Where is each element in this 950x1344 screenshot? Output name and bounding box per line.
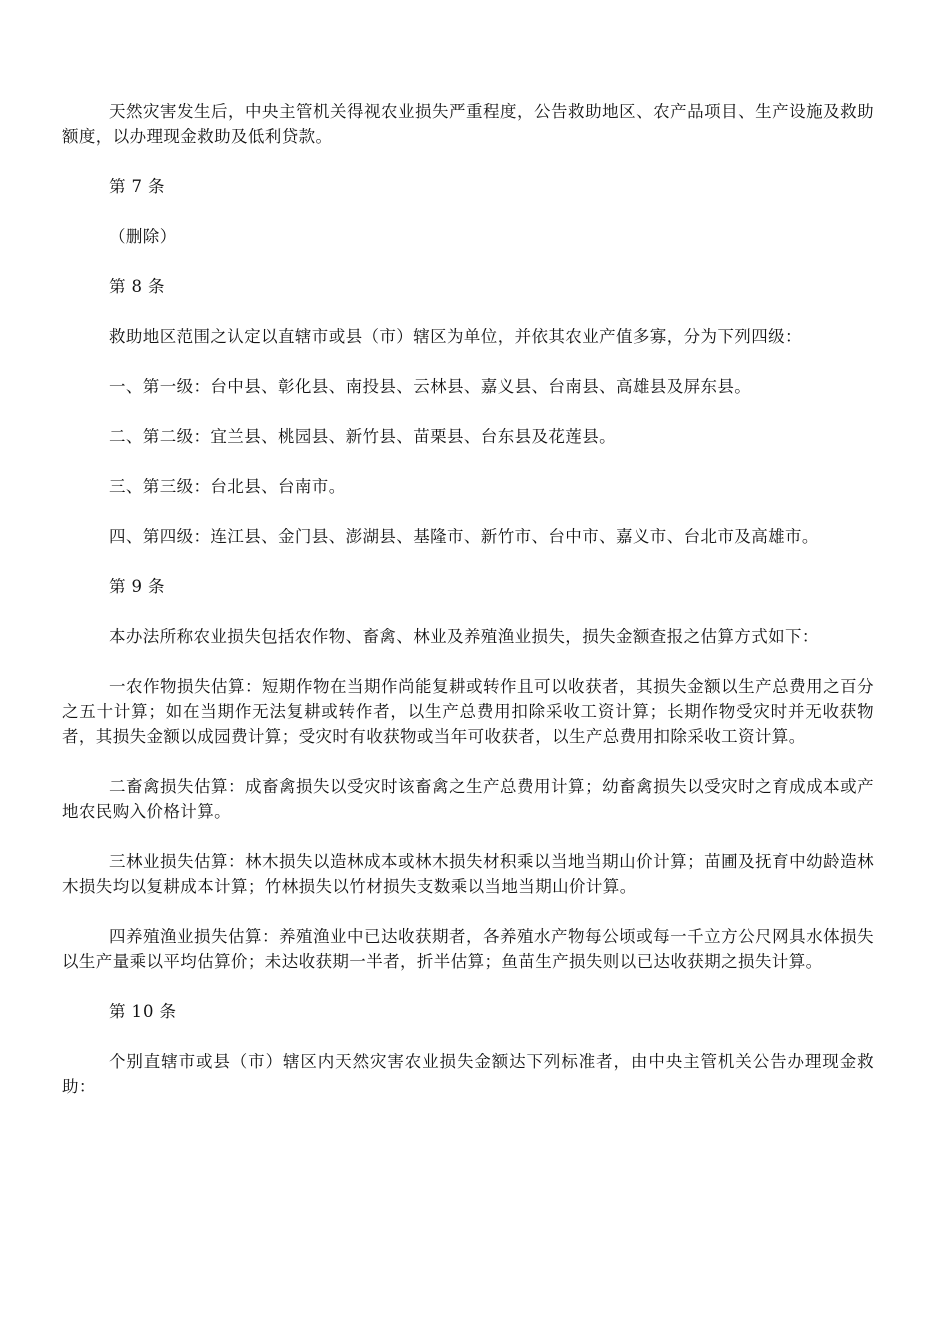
- paragraph-aquaculture-loss: 四养殖渔业损失估算：养殖渔业中已达收获期者，各养殖水产物每公顷或每一千立方公尺网具水体损失以生产量乘以平均估算价；未达收获期一半者，折半估算；鱼苗生产损失则以已达收获期之损失计算。: [62, 927, 874, 971]
- article-suffix: 条: [148, 577, 166, 596]
- article-suffix: 条: [159, 1002, 177, 1021]
- article-prefix: 第: [109, 577, 127, 596]
- article-heading-8: [62, 274, 874, 299]
- paragraph-level-1: 一、第一级：台中县、彰化县、南投县、云林县、嘉义县、台南县、高雄县及屏东县。: [109, 377, 752, 396]
- paragraph-crop-loss: 一农作物损失估算：短期作物在当期作尚能复耕或转作且可以收获者，其损失金额以生产总费用之百分之五十计算；如在当期作无法复耕或转作者，以生产总费用扣除采收工资计算；长期作物受灾时并无收获物者，其损失金额以成园费计算；受灾时有收获物或当年可收获者，以生产总费用扣除采收工资计算。: [62, 677, 874, 746]
- article-suffix: 条: [148, 277, 166, 296]
- article-prefix: 第: [109, 177, 127, 196]
- article-number: 7: [131, 177, 143, 196]
- article-number: 9: [131, 577, 143, 596]
- document-body: [62, 99, 874, 1124]
- paragraph-deleted: （删除）: [109, 227, 177, 246]
- article-number: 8: [131, 277, 143, 296]
- paragraph-disaster-announcement: 天然灾害发生后，中央主管机关得视农业损失严重程度，公告救助地区、农产品项目、生产设施及救助额度，以办理现金救助及低利贷款。: [62, 102, 874, 146]
- article-heading-10: [62, 999, 874, 1024]
- paragraph-forestry-loss: 三林业损失估算：林木损失以造林成本或林木损失材积乘以当地当期山价计算；苗圃及抚育中幼龄造林木损失均以复耕成本计算；竹林损失以竹材损失支数乘以当地当期山价计算。: [62, 852, 874, 896]
- paragraph-level-3: 三、第三级：台北县、台南市。: [109, 477, 346, 496]
- paragraph-loss-definition: 本办法所称农业损失包括农作物、畜禽、林业及养殖渔业损失，损失金额查报之估算方式如下：: [109, 627, 819, 646]
- paragraph-livestock-loss: 二畜禽损失估算：成畜禽损失以受灾时该畜禽之生产总费用计算；幼畜禽损失以受灾时之育成成本或产地农民购入价格计算。: [62, 777, 874, 821]
- article-prefix: 第: [109, 1002, 127, 1021]
- paragraph-level-4: 四、第四级：连江县、金门县、澎湖县、基隆市、新竹市、台中市、嘉义市、台北市及高雄市。: [109, 527, 819, 546]
- article-prefix: 第: [109, 277, 127, 296]
- paragraph-level-2: 二、第二级：宜兰县、桃园县、新竹县、苗栗县、台东县及花莲县。: [109, 427, 616, 446]
- paragraph-region-levels-intro: 救助地区范围之认定以直辖市或县（市）辖区为单位，并依其农业产值多寡，分为下列四级：: [109, 327, 802, 346]
- article-heading-9: [62, 574, 874, 599]
- article-heading-7: [62, 174, 874, 199]
- article-number: 10: [131, 1002, 155, 1021]
- paragraph-cash-relief-criteria: 个别直辖市或县（市）辖区内天然灾害农业损失金额达下列标准者，由中央主管机关公告办理现金救助：: [62, 1052, 874, 1096]
- article-suffix: 条: [148, 177, 166, 196]
